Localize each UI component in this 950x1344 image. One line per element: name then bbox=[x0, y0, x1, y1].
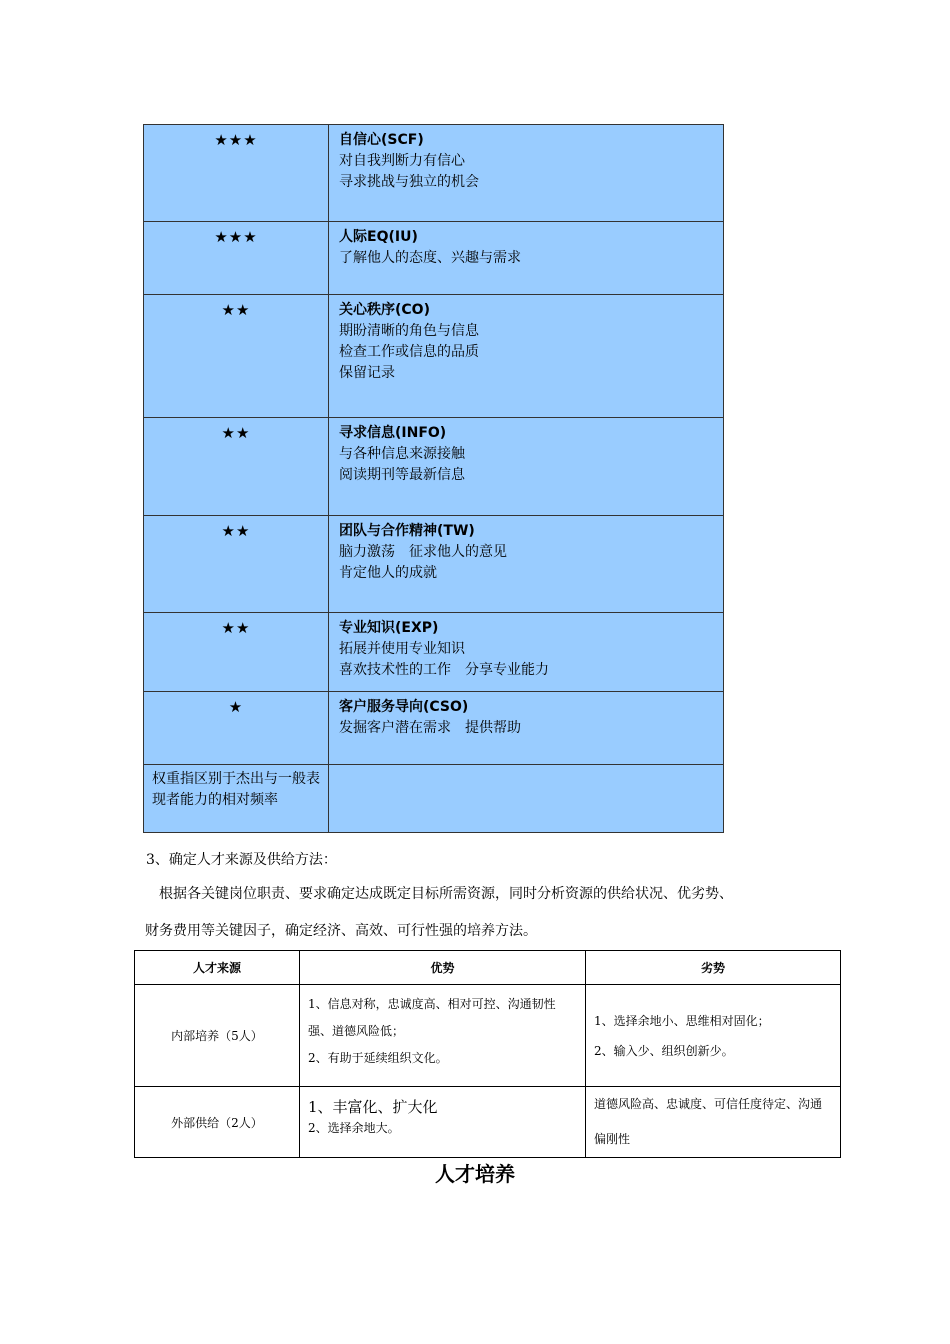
competency-behavior: 保留记录 bbox=[339, 365, 395, 381]
section-heading: 3、确定人才来源及供给方法： bbox=[146, 852, 337, 868]
competency-row bbox=[144, 613, 724, 692]
competency-title: 关心秩序(CO) bbox=[339, 302, 430, 318]
competency-title: 人际EQ(IU) bbox=[339, 229, 418, 245]
table-row bbox=[135, 1087, 841, 1158]
star-rating: ★★ bbox=[144, 516, 329, 613]
competency-behavior: 阅读期刊等最新信息 bbox=[339, 467, 465, 483]
advantage-item: 1、丰富化、扩大化 bbox=[308, 1098, 438, 1116]
weight-note-row bbox=[144, 765, 724, 833]
disadvantage-item: 道德风险高、忠诚度、可信任度待定、沟通偏刚性 bbox=[594, 1097, 823, 1146]
talent-source-table bbox=[134, 950, 841, 1158]
competency-behavior: 脑力激荡 征求他人的意见 bbox=[339, 544, 507, 560]
disadvantages-cell bbox=[586, 1087, 841, 1158]
competency-behavior: 对自我判断力有信心 bbox=[339, 153, 465, 169]
table-row bbox=[135, 985, 841, 1087]
competency-behavior: 寻求挑战与独立的机会 bbox=[339, 174, 479, 190]
competency-behavior: 喜欢技术性的工作 分享专业能力 bbox=[339, 662, 549, 678]
competency-title: 自信心(SCF) bbox=[339, 132, 424, 148]
competency-title: 寻求信息(INFO) bbox=[339, 425, 447, 441]
competency-title: 团队与合作精神(TW) bbox=[339, 523, 475, 539]
competency-behavior: 与各种信息来源接触 bbox=[339, 446, 465, 462]
competency-behavior: 检查工作或信息的品质 bbox=[339, 344, 479, 360]
competency-row bbox=[144, 125, 724, 222]
competency-behavior: 发掘客户潜在需求 提供帮助 bbox=[339, 720, 521, 736]
star-rating: ★★ bbox=[144, 295, 329, 418]
competency-row bbox=[144, 418, 724, 516]
competency-row bbox=[144, 222, 724, 295]
section-paragraph: 根据各关键岗位职责、要求确定达成既定目标所需资源，同时分析资源的供给状况、优劣势、 bbox=[159, 886, 733, 902]
column-header: 劣势 bbox=[586, 951, 841, 985]
weight-note: 权重指区别于杰出与一般表现者能力的相对频率 bbox=[144, 765, 329, 833]
disadvantage-item: 1、选择余地小、思维相对固化； bbox=[594, 1013, 770, 1028]
competency-behavior: 拓展并使用专业知识 bbox=[339, 641, 465, 657]
competency-behavior: 了解他人的态度、兴趣与需求 bbox=[339, 250, 521, 266]
advantages-cell bbox=[300, 1087, 586, 1158]
column-header: 优势 bbox=[300, 951, 586, 985]
star-rating: ★★★ bbox=[144, 125, 329, 222]
section-paragraph: 财务费用等关键因子，确定经济、高效、可行性强的培养方法。 bbox=[145, 923, 537, 939]
source-label: 内部培养（5人） bbox=[135, 985, 300, 1087]
competency-table bbox=[143, 124, 724, 833]
advantage-item: 1、信息对称，忠诚度高、相对可控、沟通韧性强、道德风险低； bbox=[308, 997, 556, 1038]
competency-row bbox=[144, 692, 724, 765]
table-header-row bbox=[135, 951, 841, 985]
source-label: 外部供给（2人） bbox=[135, 1087, 300, 1158]
competency-row bbox=[144, 295, 724, 418]
section-title: 人才培养 bbox=[435, 1162, 515, 1186]
competency-title: 专业知识(EXP) bbox=[339, 620, 439, 636]
star-rating: ★★ bbox=[144, 418, 329, 516]
advantages-cell bbox=[300, 985, 586, 1087]
star-rating: ★★ bbox=[144, 613, 329, 692]
advantage-item: 2、选择余地大。 bbox=[308, 1121, 400, 1135]
column-header: 人才来源 bbox=[135, 951, 300, 985]
competency-behavior: 肯定他人的成就 bbox=[339, 565, 437, 581]
disadvantage-item: 2、输入少、组织创新少。 bbox=[594, 1043, 734, 1058]
competency-title: 客户服务导向(CSO) bbox=[339, 699, 469, 715]
star-rating: ★ bbox=[144, 692, 329, 765]
competency-row bbox=[144, 516, 724, 613]
competency-behavior: 期盼清晰的角色与信息 bbox=[339, 323, 479, 339]
star-rating: ★★★ bbox=[144, 222, 329, 295]
advantage-item: 2、有助于延续组织文化。 bbox=[308, 1051, 448, 1065]
disadvantages-cell bbox=[586, 985, 841, 1087]
